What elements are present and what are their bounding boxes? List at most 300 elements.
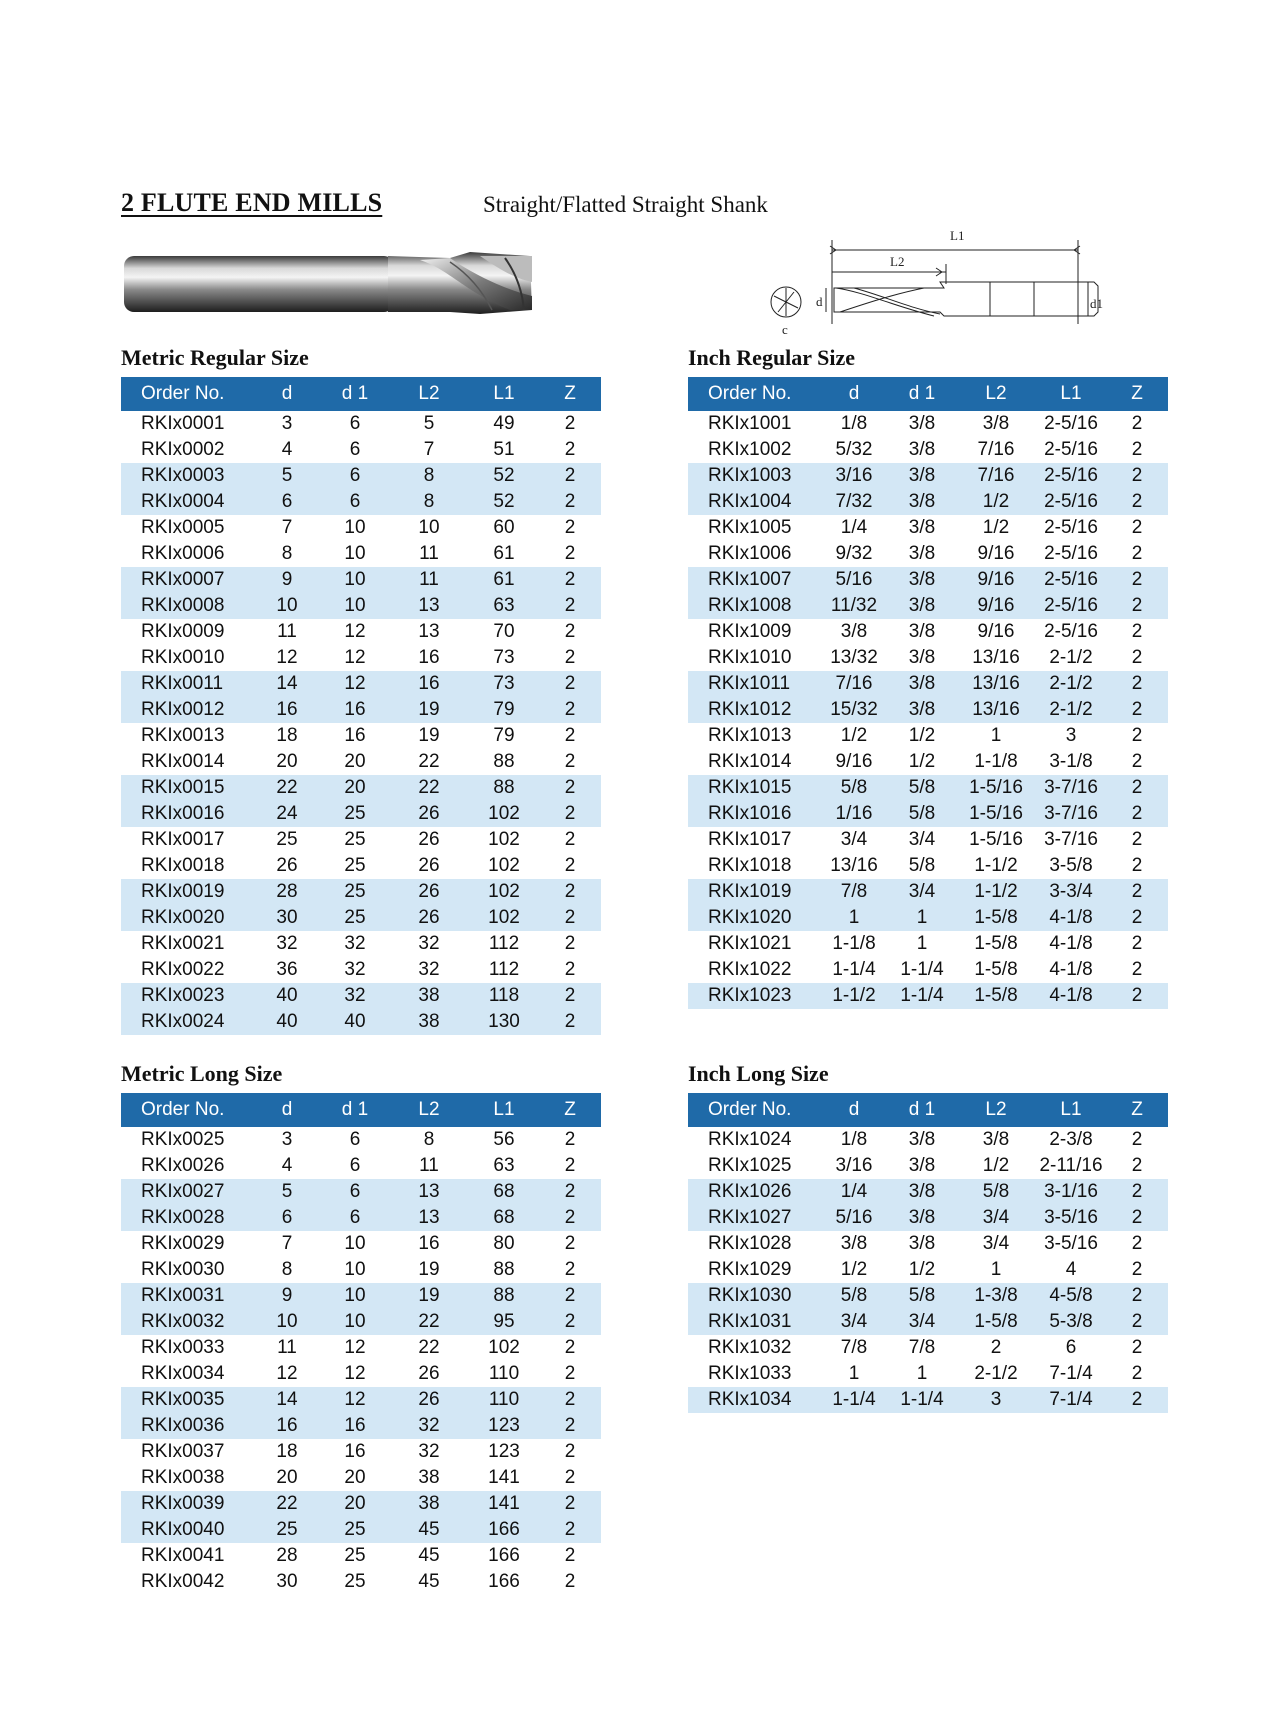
order-number-cell: RKIx0031 — [141, 1285, 225, 1306]
diagram-label-c: c — [782, 322, 788, 337]
order-number-cell: RKIx1003 — [708, 465, 792, 486]
table-cell: 61 — [493, 543, 515, 564]
table-cell: 26 — [418, 803, 440, 824]
table-row — [688, 1309, 1168, 1335]
table-cell: 36 — [276, 959, 298, 980]
order-number-cell: RKIx1026 — [708, 1181, 792, 1202]
column-header: Z — [539, 1093, 601, 1127]
order-number-cell: RKIx0037 — [141, 1441, 225, 1462]
table-cell: 2-5/16 — [1044, 543, 1098, 564]
order-number-cell: RKIx1034 — [708, 1389, 792, 1410]
table-cell: 22 — [418, 1337, 440, 1358]
order-number-cell: RKIx1017 — [708, 829, 792, 850]
table-row — [121, 957, 601, 983]
table-cell: 2 — [564, 1181, 576, 1202]
table-row — [121, 801, 601, 827]
table-cell: 2 — [1131, 699, 1143, 720]
table-row — [688, 411, 1168, 437]
table-cell: 6 — [349, 465, 361, 486]
table-row — [688, 853, 1168, 879]
table-cell: 7/16 — [977, 465, 1015, 486]
section-title: Inch Long Size — [688, 1061, 829, 1086]
column-header: Order No. — [121, 1093, 253, 1127]
table-cell: 5/8 — [840, 777, 868, 798]
table-cell: 13 — [418, 621, 440, 642]
table-cell: 9/16 — [977, 569, 1015, 590]
order-number-cell: RKIx1011 — [708, 673, 791, 694]
table-cell: 2 — [564, 1233, 576, 1254]
table-cell: 2 — [564, 777, 576, 798]
table-cell: 2 — [564, 803, 576, 824]
table-cell: 19 — [418, 1259, 440, 1280]
table-cell: 5/8 — [908, 1285, 936, 1306]
table-cell: 63 — [493, 595, 515, 616]
order-number-cell: RKIx0032 — [141, 1311, 225, 1332]
table-row — [688, 541, 1168, 567]
table-cell: 3-5/16 — [1044, 1233, 1098, 1254]
table-cell: 3/8 — [908, 439, 936, 460]
table-cell: 11 — [277, 1337, 297, 1358]
table-cell: 38 — [418, 985, 440, 1006]
order-number-cell: RKIx0040 — [141, 1519, 225, 1540]
table-cell: 13 — [418, 595, 440, 616]
table-cell: 6 — [349, 1155, 361, 1176]
table-cell: 2 — [564, 1311, 576, 1332]
diagram-label-L1: L1 — [950, 228, 965, 243]
table-cell: 1 — [916, 933, 928, 954]
table-cell: 25 — [344, 803, 366, 824]
table-cell: 2-1/2 — [1049, 673, 1093, 694]
table-cell: 11 — [277, 621, 297, 642]
table-cell: 20 — [276, 1467, 298, 1488]
table-cell: 166 — [488, 1545, 520, 1566]
order-number-cell: RKIx0029 — [141, 1233, 225, 1254]
table-row — [121, 593, 601, 619]
table-cell: 2 — [564, 1337, 576, 1358]
table-cell: 2 — [564, 1493, 576, 1514]
table-cell: 3-3/4 — [1049, 881, 1093, 902]
end-mill-photo — [120, 252, 542, 318]
table-cell: 2 — [564, 881, 576, 902]
table-cell: 11/32 — [830, 595, 878, 616]
table-cell: 102 — [488, 803, 520, 824]
order-number-cell: RKIx0042 — [141, 1571, 225, 1592]
order-number-cell: RKIx0015 — [141, 777, 225, 798]
table-cell: 3/8 — [908, 517, 936, 538]
table-cell: 68 — [493, 1207, 515, 1228]
table-cell: 61 — [493, 569, 515, 590]
table-cell: 7-1/4 — [1049, 1389, 1093, 1410]
table-cell: 45 — [418, 1519, 440, 1540]
table-cell: 1 — [990, 1259, 1002, 1280]
table-cell: 2 — [1131, 777, 1143, 798]
table-cell: 12 — [344, 1337, 366, 1358]
table-row — [688, 1361, 1168, 1387]
table-row — [688, 463, 1168, 489]
table-cell: 1 — [848, 1363, 860, 1384]
table-cell: 1/8 — [840, 1129, 868, 1150]
table-cell: 102 — [488, 855, 520, 876]
table-cell: 25 — [344, 1545, 366, 1566]
table-cell: 6 — [349, 439, 361, 460]
end-mill-diagram — [764, 226, 1103, 338]
table-cell: 3/8 — [908, 1155, 936, 1176]
table-cell: 28 — [276, 881, 298, 902]
column-header: L1 — [469, 1093, 539, 1127]
table-cell: 3-5/16 — [1044, 1207, 1098, 1228]
table-row — [121, 645, 601, 671]
order-number-cell: RKIx1030 — [708, 1285, 792, 1306]
order-number-cell: RKIx0033 — [141, 1337, 225, 1358]
table-cell: 40 — [344, 1011, 366, 1032]
table-cell: 1-5/16 — [969, 829, 1023, 850]
table-cell: 1-1/8 — [832, 933, 876, 954]
table-cell: 5/8 — [908, 777, 936, 798]
table-row — [121, 1413, 601, 1439]
table-cell: 2 — [990, 1337, 1002, 1358]
column-header: L2 — [956, 1093, 1036, 1127]
table-cell: 102 — [488, 1337, 520, 1358]
table-row — [121, 411, 601, 437]
table-cell: 1-1/4 — [832, 959, 876, 980]
table-cell: 3/4 — [982, 1233, 1010, 1254]
table-cell: 5/8 — [982, 1181, 1010, 1202]
table-cell: 88 — [493, 1259, 515, 1280]
table-cell: 9 — [281, 569, 293, 590]
table-cell: 4-1/8 — [1049, 985, 1093, 1006]
table-cell: 38 — [418, 1467, 440, 1488]
table-cell: 2 — [1131, 985, 1143, 1006]
table-cell: 5-3/8 — [1049, 1311, 1093, 1332]
table-cell: 4 — [281, 1155, 293, 1176]
table-row — [121, 1205, 601, 1231]
order-number-cell: RKIx1001 — [708, 413, 792, 434]
table-cell: 9/16 — [977, 621, 1015, 642]
diagram-label-d1: d1 — [1090, 296, 1103, 311]
table-cell: 26 — [276, 855, 298, 876]
table-cell: 3 — [281, 1129, 293, 1150]
table-cell: 166 — [488, 1571, 520, 1592]
table-cell: 112 — [488, 959, 520, 980]
table-cell: 5/16 — [835, 1207, 873, 1228]
table-row — [688, 1283, 1168, 1309]
table-cell: 3/8 — [908, 647, 936, 668]
section-inch-regular — [688, 344, 1168, 1009]
table-cell: 4-1/8 — [1049, 933, 1093, 954]
table-cell: 2 — [564, 1285, 576, 1306]
table-cell: 19 — [418, 699, 440, 720]
table-cell: 2 — [1131, 465, 1143, 486]
table-cell: 123 — [488, 1415, 520, 1436]
table-cell: 130 — [488, 1011, 520, 1032]
table-cell: 2 — [564, 439, 576, 460]
table-row — [121, 489, 601, 515]
table-cell: 2 — [564, 933, 576, 954]
table-cell: 10 — [344, 543, 366, 564]
table-cell: 4 — [281, 439, 293, 460]
order-number-cell: RKIx1024 — [708, 1129, 792, 1150]
table-cell: 10 — [344, 1285, 366, 1306]
order-number-cell: RKIx1032 — [708, 1337, 792, 1358]
table-cell: 56 — [493, 1129, 515, 1150]
table-cell: 2 — [1131, 933, 1143, 954]
table-cell: 5/8 — [908, 803, 936, 824]
table-cell: 3/8 — [840, 1233, 868, 1254]
table-row — [121, 1387, 601, 1413]
column-header: Order No. — [688, 1093, 820, 1127]
table-cell: 10 — [276, 595, 298, 616]
table-cell: 5/8 — [908, 855, 936, 876]
table-row — [121, 1009, 601, 1035]
table-row — [121, 1257, 601, 1283]
table-cell: 5 — [423, 413, 435, 434]
order-number-cell: RKIx0013 — [141, 725, 225, 746]
order-number-cell: RKIx0018 — [141, 855, 225, 876]
table-cell: 3-7/16 — [1044, 777, 1098, 798]
table-cell: 7/32 — [835, 491, 873, 512]
order-number-cell: RKIx0023 — [141, 985, 225, 1006]
order-number-cell: RKIx1005 — [708, 517, 792, 538]
table-row — [688, 801, 1168, 827]
table-cell: 4 — [1065, 1259, 1077, 1280]
table-cell: 25 — [344, 829, 366, 850]
table-cell: 6 — [349, 1181, 361, 1202]
table-cell: 1-1/2 — [974, 881, 1018, 902]
column-header: Order No. — [688, 377, 820, 411]
table-row — [121, 697, 601, 723]
column-header: Order No. — [121, 377, 253, 411]
table-header-row — [121, 1093, 601, 1127]
table-cell: 38 — [418, 1011, 440, 1032]
order-number-cell: RKIx1014 — [708, 751, 792, 772]
table-cell: 118 — [488, 985, 520, 1006]
table-row — [688, 723, 1168, 749]
table-cell: 5 — [281, 1181, 293, 1202]
table-cell: 3-5/8 — [1049, 855, 1093, 876]
table-cell: 16 — [344, 1415, 366, 1436]
table-cell: 25 — [276, 1519, 298, 1540]
table-cell: 1-5/16 — [969, 803, 1023, 824]
table-cell: 141 — [488, 1467, 520, 1488]
table-cell: 1/2 — [982, 491, 1010, 512]
page-title: 2 FLUTE END MILLS — [121, 188, 383, 217]
table-row — [121, 567, 601, 593]
order-number-cell: RKIx1022 — [708, 959, 792, 980]
table-cell: 16 — [344, 1441, 366, 1462]
table-cell: 3 — [990, 1389, 1002, 1410]
section-metric-regular — [121, 344, 601, 1035]
table-cell: 14 — [276, 673, 298, 694]
table-cell: 4-5/8 — [1049, 1285, 1093, 1306]
table-cell: 2 — [564, 699, 576, 720]
table-cell: 13/16 — [972, 647, 1020, 668]
table-cell: 12 — [344, 673, 366, 694]
table-cell: 3/4 — [982, 1207, 1010, 1228]
order-number-cell: RKIx1031 — [708, 1311, 792, 1332]
table-cell: 2 — [564, 751, 576, 772]
table-cell: 40 — [276, 985, 298, 1006]
table-row — [688, 437, 1168, 463]
table-cell: 2 — [564, 1011, 576, 1032]
table-cell: 2 — [1131, 1181, 1143, 1202]
order-number-cell: RKIx1023 — [708, 985, 792, 1006]
table-cell: 3/8 — [908, 543, 936, 564]
section-title: Metric Long Size — [121, 1061, 283, 1086]
table-cell: 102 — [488, 881, 520, 902]
order-number-cell: RKIx1007 — [708, 569, 792, 590]
table-cell: 1-5/8 — [974, 933, 1018, 954]
table-cell: 80 — [493, 1233, 515, 1254]
table-cell: 8 — [281, 543, 293, 564]
table-cell: 110 — [488, 1363, 520, 1384]
table-cell: 2-1/2 — [1049, 699, 1093, 720]
table-cell: 88 — [493, 1285, 515, 1306]
order-number-cell: RKIx0017 — [141, 829, 225, 850]
table-cell: 6 — [281, 1207, 293, 1228]
order-number-cell: RKIx0036 — [141, 1415, 225, 1436]
table-cell: 2 — [564, 465, 576, 486]
column-header: d — [820, 1093, 888, 1127]
table-cell: 3/8 — [908, 1129, 936, 1150]
table-cell: 6 — [281, 491, 293, 512]
table-cell: 26 — [418, 1363, 440, 1384]
table-cell: 9/32 — [835, 543, 873, 564]
table-cell: 3/4 — [840, 1311, 868, 1332]
table-cell: 3/8 — [908, 1207, 936, 1228]
order-number-cell: RKIx0028 — [141, 1207, 225, 1228]
table-cell: 2 — [1131, 413, 1143, 434]
table-row — [121, 1491, 601, 1517]
table-cell: 3-7/16 — [1044, 803, 1098, 824]
table-cell: 2-5/16 — [1044, 439, 1098, 460]
table-cell: 1 — [916, 907, 928, 928]
column-header: Z — [539, 377, 601, 411]
table-cell: 123 — [488, 1441, 520, 1462]
table-row — [121, 905, 601, 931]
table-row — [121, 1361, 601, 1387]
table-row — [121, 1231, 601, 1257]
table-cell: 3-7/16 — [1044, 829, 1098, 850]
table-cell: 2 — [1131, 1337, 1143, 1358]
table-cell: 2 — [564, 855, 576, 876]
table-cell: 2 — [564, 829, 576, 850]
table-cell: 3/8 — [908, 491, 936, 512]
table-cell: 20 — [276, 751, 298, 772]
table-row — [688, 775, 1168, 801]
table-cell: 2 — [564, 1129, 576, 1150]
table-cell: 1/2 — [908, 725, 936, 746]
table-cell: 32 — [418, 933, 440, 954]
table-row — [688, 905, 1168, 931]
table-cell: 2 — [1131, 1363, 1143, 1384]
order-number-cell: RKIx0008 — [141, 595, 225, 616]
size-table — [688, 1093, 1168, 1413]
table-cell: 7 — [281, 1233, 293, 1254]
table-cell: 12 — [344, 647, 366, 668]
order-number-cell: RKIx1009 — [708, 621, 792, 642]
table-row — [688, 1127, 1168, 1153]
table-cell: 2-3/8 — [1049, 1129, 1093, 1150]
table-cell: 1-5/8 — [974, 907, 1018, 928]
table-cell: 10 — [276, 1311, 298, 1332]
table-cell: 73 — [493, 673, 515, 694]
table-cell: 10 — [418, 517, 440, 538]
table-cell: 3/16 — [835, 1155, 873, 1176]
table-cell: 2 — [1131, 595, 1143, 616]
table-cell: 1/4 — [840, 1181, 868, 1202]
table-cell: 1-5/8 — [974, 1311, 1018, 1332]
table-cell: 2-5/16 — [1044, 621, 1098, 642]
table-cell: 2 — [1131, 543, 1143, 564]
table-cell: 1/2 — [982, 1155, 1010, 1176]
table-row — [121, 827, 601, 853]
order-number-cell: RKIx0002 — [141, 439, 225, 460]
table-cell: 2 — [1131, 881, 1143, 902]
table-cell: 1-5/8 — [974, 959, 1018, 980]
table-cell: 2 — [564, 1545, 576, 1566]
table-cell: 2 — [1131, 1155, 1143, 1176]
table-row — [688, 1335, 1168, 1361]
table-cell: 3/8 — [908, 595, 936, 616]
order-number-cell: RKIx0027 — [141, 1181, 225, 1202]
table-cell: 15/32 — [830, 699, 878, 720]
table-cell: 63 — [493, 1155, 515, 1176]
table-cell: 18 — [276, 725, 298, 746]
table-cell: 2 — [564, 1363, 576, 1384]
table-cell: 1-1/8 — [974, 751, 1018, 772]
order-number-cell: RKIx0030 — [141, 1259, 225, 1280]
table-cell: 166 — [488, 1519, 520, 1540]
table-row — [688, 567, 1168, 593]
diagram-label-L2: L2 — [890, 254, 905, 269]
table-cell: 25 — [344, 1571, 366, 1592]
table-cell: 5/16 — [835, 569, 873, 590]
table-row — [688, 879, 1168, 905]
table-cell: 7/8 — [840, 881, 868, 902]
table-cell: 3/8 — [982, 413, 1010, 434]
table-cell: 26 — [418, 1389, 440, 1410]
diagram-label-d: d — [816, 294, 823, 309]
table-header-row — [688, 1093, 1168, 1127]
table-cell: 2-1/2 — [974, 1363, 1018, 1384]
table-row — [121, 749, 601, 775]
table-cell: 2 — [564, 725, 576, 746]
table-cell: 2 — [1131, 1233, 1143, 1254]
table-cell: 10 — [344, 595, 366, 616]
table-cell: 10 — [344, 1259, 366, 1280]
table-cell: 12 — [276, 647, 298, 668]
table-row — [121, 1465, 601, 1491]
table-row — [121, 463, 601, 489]
table-cell: 32 — [418, 1415, 440, 1436]
table-cell: 1-1/4 — [900, 985, 944, 1006]
table-cell: 2 — [1131, 569, 1143, 590]
table-cell: 16 — [276, 699, 298, 720]
table-cell: 13/16 — [972, 699, 1020, 720]
order-number-cell: RKIx0019 — [141, 881, 225, 902]
table-row — [121, 853, 601, 879]
table-cell: 2 — [1131, 1259, 1143, 1280]
column-header: L2 — [956, 377, 1036, 411]
table-cell: 16 — [344, 699, 366, 720]
table-cell: 2 — [564, 1441, 576, 1462]
table-cell: 25 — [276, 829, 298, 850]
table-cell: 51 — [493, 439, 515, 460]
table-cell: 5/8 — [840, 1285, 868, 1306]
order-number-cell: RKIx0001 — [141, 413, 225, 434]
table-cell: 2-5/16 — [1044, 413, 1098, 434]
table-cell: 8 — [423, 465, 435, 486]
